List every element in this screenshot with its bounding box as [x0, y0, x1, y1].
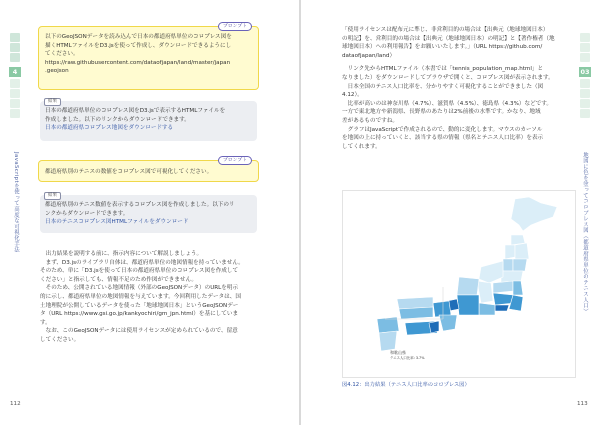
body-line: 比率が高いのは神奈川県（4.7%）、滋賀県（4.5%）、徳島県（4.3%）などです。 [347, 100, 552, 107]
right-page [301, 0, 600, 425]
body-line: タ（URL https://www.gsi.go.jp/kankyochiri/gm_jpn.html）を基にしていま [40, 311, 239, 318]
prompt1-line: てください。 [45, 51, 79, 58]
prompt2-line: 都道府県別のテニスの数値をコロプレス図で可視化してください。 [45, 169, 213, 175]
result2-line: ンクからダウンロードできます。 [45, 210, 129, 217]
prompt-tag-1: プロンプト [218, 22, 252, 31]
prefecture-region-hokuriku[interactable] [457, 277, 479, 295]
figure-caption: 図4.12：出力結果（テニス人口比率のコロプレス図） [342, 382, 470, 388]
download-link-2[interactable]: 日本のテニスコロプレス図HTMLファイルをダウンロード [45, 219, 189, 226]
body-line: 出力結果を説明する前に、指示内容について解説しましょう。 [45, 251, 203, 257]
body-paragraph [342, 126, 572, 152]
body-paragraph [342, 65, 572, 82]
map-tooltip-value: テニス人口比率: 3.7% [390, 356, 425, 360]
body-line: 差があるものですね。 [342, 117, 398, 124]
body-line: ください」と指示しても、情報不足のため作図ができません。 [40, 276, 197, 283]
left-page [0, 0, 299, 425]
japan-choropleth-map [343, 191, 575, 377]
quote-line: 「使用ライセンスは配布元に準じ、非営利目的の場合は【出典元（地球地図日本） [342, 27, 549, 33]
left-body-text [40, 250, 262, 345]
chapter-number-badge: 4 [9, 67, 21, 77]
prompt-box-2 [38, 160, 259, 182]
body-paragraph [40, 250, 262, 259]
quote-line: の明記】を、営利目的の場合は【出典元（地球地図日本）の明記】と【著作権者（地 [342, 35, 555, 42]
result-box-2 [40, 195, 257, 233]
body-line: 一方で東北地方や新潟県、長野県のあたりは2%前後の水準です。かなり、地域 [342, 109, 541, 116]
body-line: なお、このGeoJSONデータには使用ライセンスが定められているので、留意 [45, 328, 238, 335]
prefecture-region-kyushu-south[interactable] [379, 331, 397, 351]
prompt-tag-2: プロンプト [218, 156, 252, 165]
body-line: す。 [40, 319, 51, 326]
choropleth-map-figure [342, 190, 576, 378]
prefecture-region-iwate[interactable] [515, 243, 529, 259]
prefecture-region-kanagawa[interactable] [495, 305, 509, 311]
prompt1-line: 描くHTMLファイルをD3.jsを使って作成し、ダウンロードできるようにし [45, 42, 232, 49]
body-line: 4.12）。 [342, 92, 363, 99]
download-link-1[interactable]: 日本の都道府県コロプレス地図をダウンロードする [45, 125, 174, 132]
body-line: してくれます。 [342, 143, 381, 150]
quote-line: dataofjapan/land） [342, 52, 396, 59]
result1-line: 日本の都道府県単位のコロプレス図をD3.jsで表示するHTMLファイルを [45, 108, 226, 114]
chapter-index-tabs-lower [10, 79, 20, 119]
prompt1-url: .geojson [45, 68, 69, 75]
body-paragraph [342, 83, 572, 100]
chapter-index-tabs-right-lower [580, 79, 590, 119]
body-line: そのため、公開されている地図情報（外部のGeoJSONデータ）のURLを明示 [45, 285, 239, 292]
prefecture-region-mie-wakayama[interactable] [439, 315, 457, 331]
body-line: そのため、単に「D3.jsを使って日本の都道府県単位のコロプレス図を作成して [40, 268, 239, 275]
map-tooltip-name: 和歌山県 [390, 350, 406, 355]
body-line: 土地理院が公開しているデータを使った「地球地図日本」というGeoJSONデー [40, 302, 239, 309]
right-body-text [342, 26, 572, 151]
prefecture-region-tochigi-gunma[interactable] [493, 281, 513, 293]
prefecture-region-chugoku-south[interactable] [399, 307, 433, 319]
page-number-left: 112 [10, 401, 21, 407]
body-paragraph [342, 100, 572, 126]
body-line: グラフはJavaScriptで作成されるので、動的に変化します。マウスのカーソル [347, 126, 543, 133]
result-tag-1: 結果 [44, 98, 61, 106]
chapter-index-tabs-right [580, 33, 590, 63]
prefecture-region-miyagi[interactable] [513, 259, 527, 271]
prefecture-region-akita[interactable] [505, 245, 515, 259]
prompt-box-1 [38, 26, 259, 90]
result1-line: 作成しました。以下のリンクからダウンロードできます。 [45, 116, 190, 123]
prefecture-region-hokkaido[interactable] [511, 197, 557, 231]
result2-line: 都道府県別のテニス数値を表示するコロプレス図を作成しました。以下のリ [45, 202, 235, 208]
body-paragraph [40, 259, 262, 285]
quote-line: 球地図日本）への利用報告】をお願いいたします。」（URL https://github.com/ [342, 44, 543, 51]
prompt1-url: https://raw.githubusercontent.com/dataofjapan/land/master/japan [45, 59, 231, 66]
chapter-number-badge-right: 03 [580, 68, 590, 76]
result-tag-2: 結果 [44, 192, 61, 200]
result-box-1 [40, 101, 257, 141]
prefecture-region-nagano[interactable] [477, 281, 493, 303]
body-line: リンク先からHTMLファイル（本書では「tennis_population_map.html」と [347, 66, 544, 73]
body-line: まず、D3.jsのライブラリ自体は、都道府県単位の地図情報を持っていません。 [45, 259, 244, 266]
body-line: を地図の上に持っていくと、該当する県の情報（県名とテニス人口比率）を表示 [342, 135, 544, 142]
prefecture-region-yamagata[interactable] [503, 259, 513, 271]
page-number-right: 113 [577, 401, 588, 407]
chapter-index-tabs [10, 33, 20, 63]
body-paragraph [40, 327, 262, 344]
prefecture-region-kyushu-north[interactable] [377, 317, 399, 333]
prefecture-region-gifu-aichi[interactable] [457, 295, 479, 315]
prefecture-region-ibaraki[interactable] [513, 281, 523, 295]
prompt1-line: 以下のGeoJSONデータを読み込んで日本の都道府県単位のコロプレス図を [45, 34, 232, 40]
body-line: 的に示し、都道府県単位の地図情報を与えています。今回利用したデータは、国 [40, 293, 241, 300]
prefecture-region-niigata[interactable] [479, 261, 503, 283]
body-line: なりました）をダウンロードしてブラウザで開くと、コロプレス図が表示されます。 [342, 74, 554, 81]
body-line: してください。 [40, 336, 80, 343]
body-line: 日本全国のテニス人口比率を、分かりやすく可視化することができました（図 [347, 83, 544, 90]
prefecture-region-tokushima[interactable] [429, 321, 439, 333]
prefecture-region-yamanashi-shizuoka[interactable] [479, 303, 495, 315]
chapter-vertical-title-right: 地図に色を塗ってコロプレス図（都道府県単位のテニス人口） [582, 152, 588, 315]
prefecture-region-kinki[interactable] [433, 301, 451, 317]
body-paragraph [40, 284, 262, 327]
chapter-vertical-title: JavaScriptを使って高度な可視化手法 [13, 152, 19, 253]
